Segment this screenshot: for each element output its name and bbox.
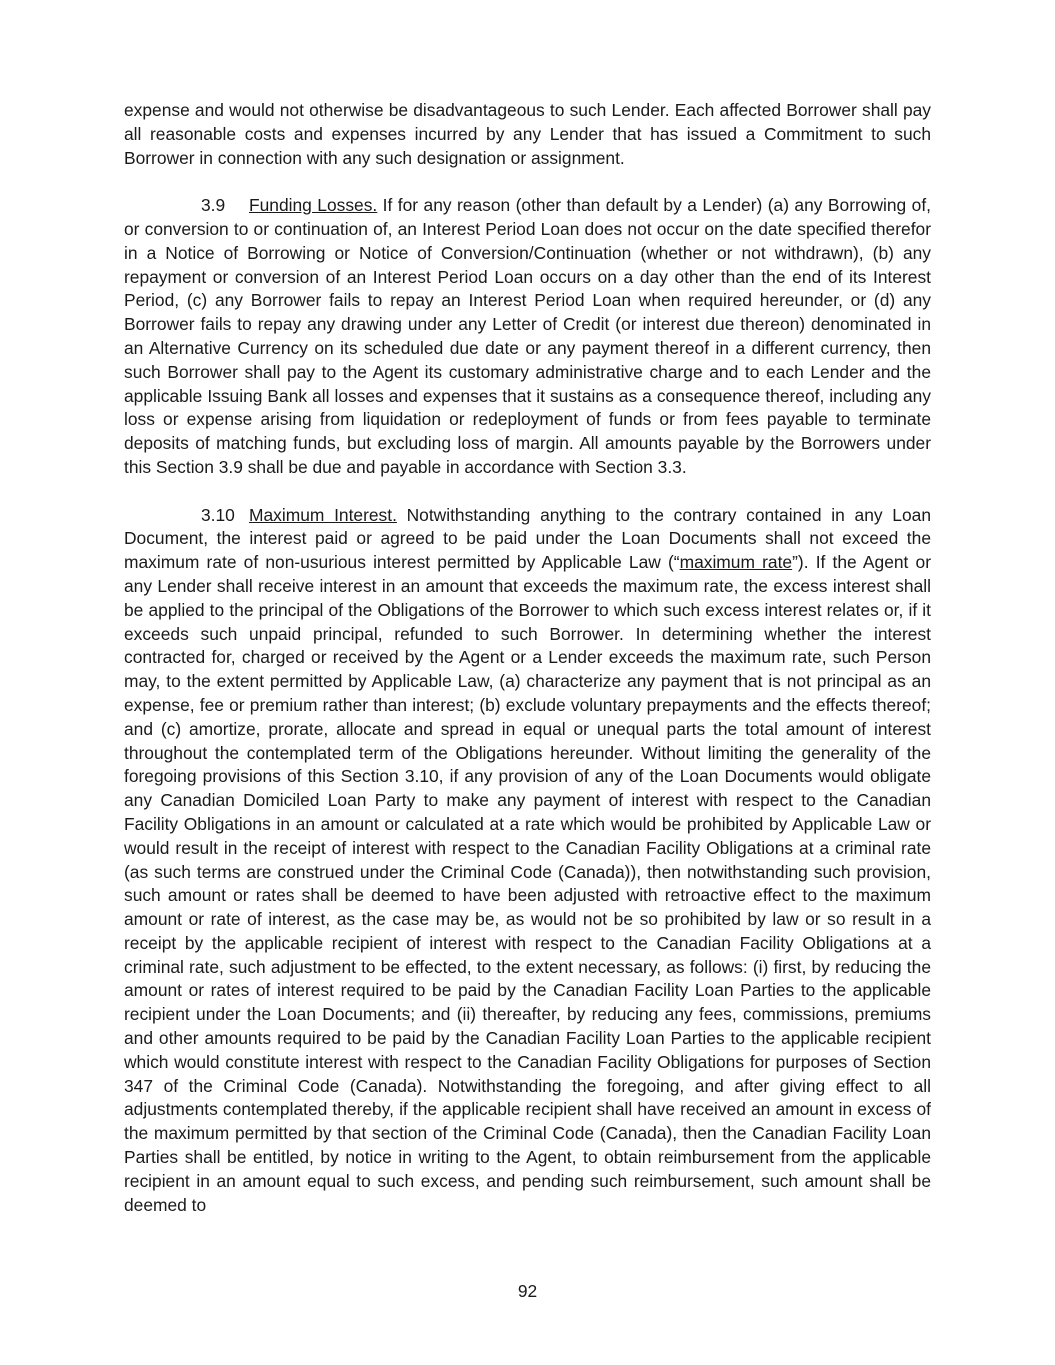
section-3-9-body: If for any reason (other than default by a Lender) (a) any Borrowing of, or conversion to or continuation of, an Interest Period Loan does not occur on the date specified therefor in a Notice of Borrowing or Notice of Conversion/Continuation (whether or not withdrawn), (b) any repayment or conversion of an Interest Period Loan occurs on a day other than the end of its Interest Period, (c) any Borrower fails to repay an Interest Period Loan when required hereunder, or (d) any Borrower fails to repay any drawing under any Letter of Credit (or interest due thereon) denominated in an Alternative Currency on its scheduled due date or any payment thereof in a different currency, then such Borrower shall pay to the Agent its customary administrative charge and to each Lender and the applicable Issuing Bank all losses and expenses that it sustains as a consequence thereof, including any loss or expense arising from liquidation or redeployment of funds or from fees payable to terminate deposits of matching funds, but excluding loss of margin. All amounts payable by the Borrowers under this Section 3.9 shall be due and payable in accordance with Section 3.3. (124, 195, 931, 477)
section-3-9-number: 3.9 (201, 195, 226, 216)
section-3-10-body-part-2: ”). If the Agent or any Lender shall receive interest in an amount that exceeds the maximum rate, the excess interest shall be applied to the principal of the Obligations of the Borrower to which such excess interest relates or, if it exceeds such unpaid principal, refunded to such Borrower. In determining whether the interest contracted for, charged or received by the Agent or a Lender exceeds the maximum rate, such Person may, to the extent permitted by Applicable Law, (a) characterize any payment that is not principal as an expense, fee or premium rather than interest; (b) exclude voluntary prepayments and the effects thereof; and (c) amortize, prorate, allocate and spread in equal or unequal parts the total amount of interest throughout the contemplated term of the Obligations hereunder. Without limiting the generality of the foregoing provisions of this Section 3.10, if any provision of any of the Loan Documents would obligate any Canadian Domiciled Loan Party to make any payment of interest with respect to the Canadian Facility Obligations in an amount or calculated at a rate which would be prohibited by Applicable Law or would result in the receipt of interest with respect to the Canadian Facility Obligations at a criminal rate (as such terms are construed under the Criminal Code (Canada)), then notwithstanding such provision, such amount or rates shall be deemed to have been adjusted with retroactive effect to the maximum amount or rate of interest, as the case may be, as would not be so prohibited by law or so result in a receipt by the applicable recipient of interest with respect to the Canadian Facility Obligations at a criminal rate, such adjustment to be effected, to the extent necessary, as follows: (i) first, by reducing the amount or rates of interest required to be paid by the Canadian Facility Loan Parties to the applicable recipient under the Loan Documents; and (ii) thereafter, by reducing any fees, commissions, premiums and other amounts required to be paid by the Canadian Facility Loan Parties to the applicable recipient which would constitute interest with respect to the Canadian Facility Obligations for purposes of Section 347 of the Criminal Code (Canada). Notwithstanding the foregoing, and after giving effect to all adjustments contemplated thereby, if the applicable recipient shall have received an amount in excess of the maximum permitted by that section of the Criminal Code (Canada), then the Canadian Facility Loan Parties shall be entitled, by notice in writing to the Agent, to obtain reimbursement from the applicable recipient in an amount equal to such excess, and pending such reimbursement, such amount shall be deemed to (124, 552, 932, 1215)
document-page (124, 99, 931, 1241)
section-3-9-paragraph (124, 194, 931, 480)
defined-term-maximum-rate: maximum rate (679, 552, 793, 573)
section-3-9-heading: Funding Losses. (249, 195, 378, 216)
section-3-10-paragraph (124, 504, 931, 1218)
page-number: 92 (517, 1281, 538, 1301)
continuation-paragraph: expense and would not otherwise be disadvantageous to such Lender. Each affected Borrower shall pay all reasonable costs and expenses incurred by any Lender that has issued a Commitment to such Borrower in connection with any such designation or assignment. (124, 100, 931, 168)
section-3-10-body-part-1: Notwithstanding anything to the contrary contained in any Loan Document, the interest paid or agreed to be paid under the Loan Documents shall not exceed the maximum rate of non-usurious interest permitted by Applicable Law (“ (124, 504, 931, 573)
section-3-10-number: 3.10 (201, 504, 235, 525)
section-3-10-heading: Maximum Interest. (249, 504, 397, 525)
